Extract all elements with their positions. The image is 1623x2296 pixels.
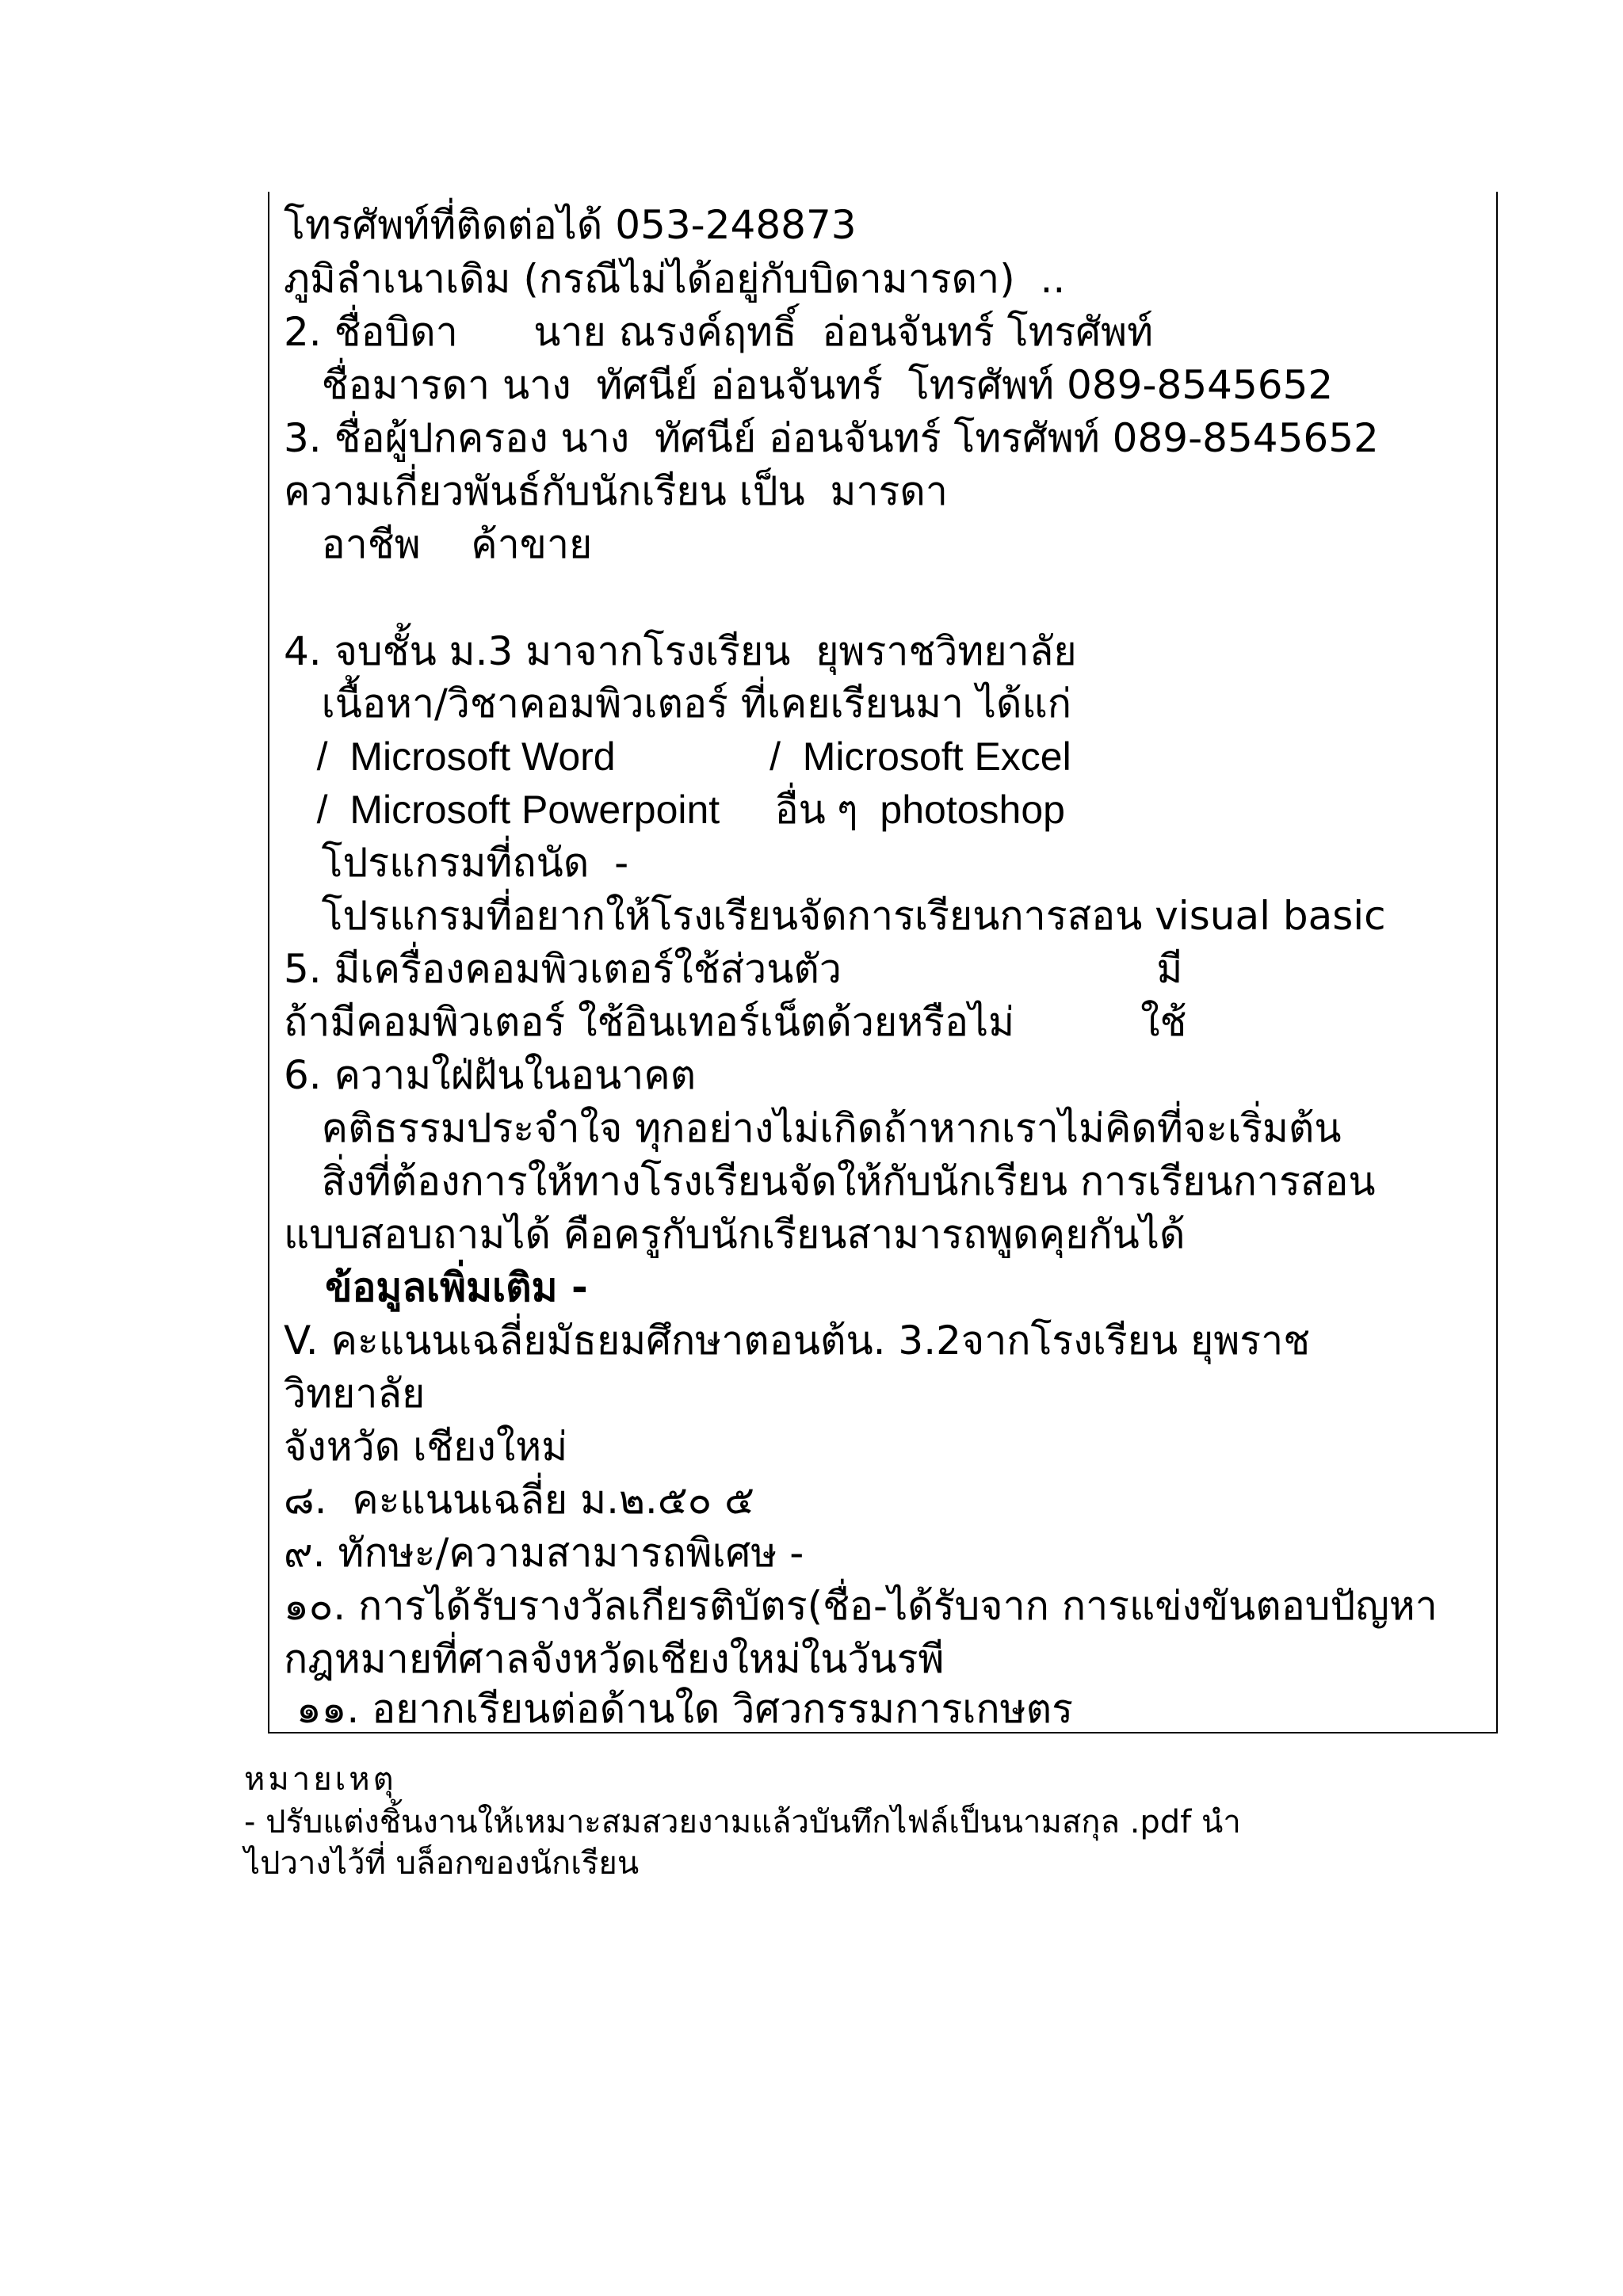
award-line-2: กฎหมายที่ศาลจังหวัดเชียงใหม่ในวันรพี: [284, 1636, 945, 1682]
wish-line-1: สิ่งที่ต้องการให้ทางโรงเรียนจัดให้กับนักเรียน การเรียนการสอน: [284, 1158, 1376, 1204]
dream-line: 6. ความใฝ่ฝันในอนาคต: [284, 1052, 697, 1098]
content-line: เนื้อหา/วิชาคอมพิวเตอร์ ที่เคยเรียนมา ได้แก่: [284, 681, 1072, 727]
gpa-m2-line: ๘. คะแนนเฉลี่ย ม.๒.๕๐ ๕: [284, 1477, 754, 1523]
motto-line: คติธรรมประจำใจ ทุกอย่างไม่เกิดถ้าหากเราไม่คิดที่จะเริ่มต้น: [284, 1105, 1342, 1151]
award-line-1: ๑๐. การได้รับรางวัลเกียรติบัตร(ชื่อ-ได้รับจาก การแข่งขันตอบปัญหา: [284, 1583, 1438, 1629]
occupation-line: อาชีพ ค้าขาย: [284, 521, 593, 567]
hometown-line: ภูมิลำเนาเดิม (กรณีไม่ได้อยู่กับบิดามารดา) ..: [284, 256, 1066, 302]
phone-line: โทรศัพท์ที่ติดต่อได้ 053-248873: [284, 202, 857, 248]
skilled-program-line: โปรแกรมที่ถนัด -: [284, 840, 629, 886]
mother-line: ชื่อมารดา นาง ทัศนีย์ อ่อนจันทร์ โทรศัพท์ 089-8545652: [284, 362, 1334, 408]
extra-info-heading: ข้อมูลเพิ่มเติม -: [284, 1264, 588, 1310]
graduated-line: 4. จบชั้น ม.3 มาจากโรงเรียน ยุพราชวิทยาลัย: [284, 628, 1077, 674]
wanted-program-line: โปรแกรมที่อยากให้โรงเรียนจัดการเรียนการสอน visual basic: [284, 893, 1386, 939]
study-line: ๑๑. อยากเรียนต่อด้านใด วิศวกรรมการเกษตร: [284, 1686, 1073, 1732]
gpa-line-1: V. คะแนนเฉลี่ยมัธยมศึกษาตอนต้น. 3.2จากโรงเรียน ยุพราช: [284, 1318, 1311, 1363]
talent-line: ๙. ทักษะ/ความสามารถพิเศษ -: [284, 1530, 804, 1576]
guardian-line: 3. ชื่อผู้ปกครอง นาง ทัศนีย์ อ่อนจันทร์ โทรศัพท์ 089-8545652: [284, 415, 1379, 461]
internet-line: ถ้ามีคอมพิวเตอร์ ใช้อินเทอร์เน็ตด้วยหรือไม่ ใช้: [284, 999, 1187, 1045]
wish-line-2: แบบสอบถามได้ คือครูกับนักเรียนสามารถพูดคุยกันได้: [284, 1211, 1186, 1257]
note-line-2: ไปวางไว้ที่ บล็อกของนักเรียน: [244, 1845, 640, 1882]
gpa-line-2: วิทยาลัย: [284, 1371, 426, 1417]
software-line-1: / Microsoft Word / Microsoft Excel: [284, 734, 1071, 779]
relation-line: ความเกี่ยวพันธ์กับนักเรียน เป็น มารดา: [284, 468, 948, 514]
note-title: หมายเหตุ: [244, 1761, 397, 1798]
own-computer-line: 5. มีเครื่องคอมพิวเตอร์ใช้ส่วนตัว มี: [284, 946, 1183, 992]
father-line: 2. ชื่อบิดา นาย ณรงค์ฤทธิ์ อ่อนจันทร์ โทรศัพท์: [284, 309, 1154, 355]
software-line-2: / Microsoft Powerpoint อื่น ๆ photoshop: [284, 788, 1065, 832]
note-line-1: - ปรับแต่งชิ้นงานให้เหมาะสมสวยงามแล้วบันทึกไฟล์เป็นนามสกุล .pdf นำ: [244, 1804, 1241, 1840]
province-line: จังหวัด เชียงใหม่: [284, 1424, 568, 1470]
